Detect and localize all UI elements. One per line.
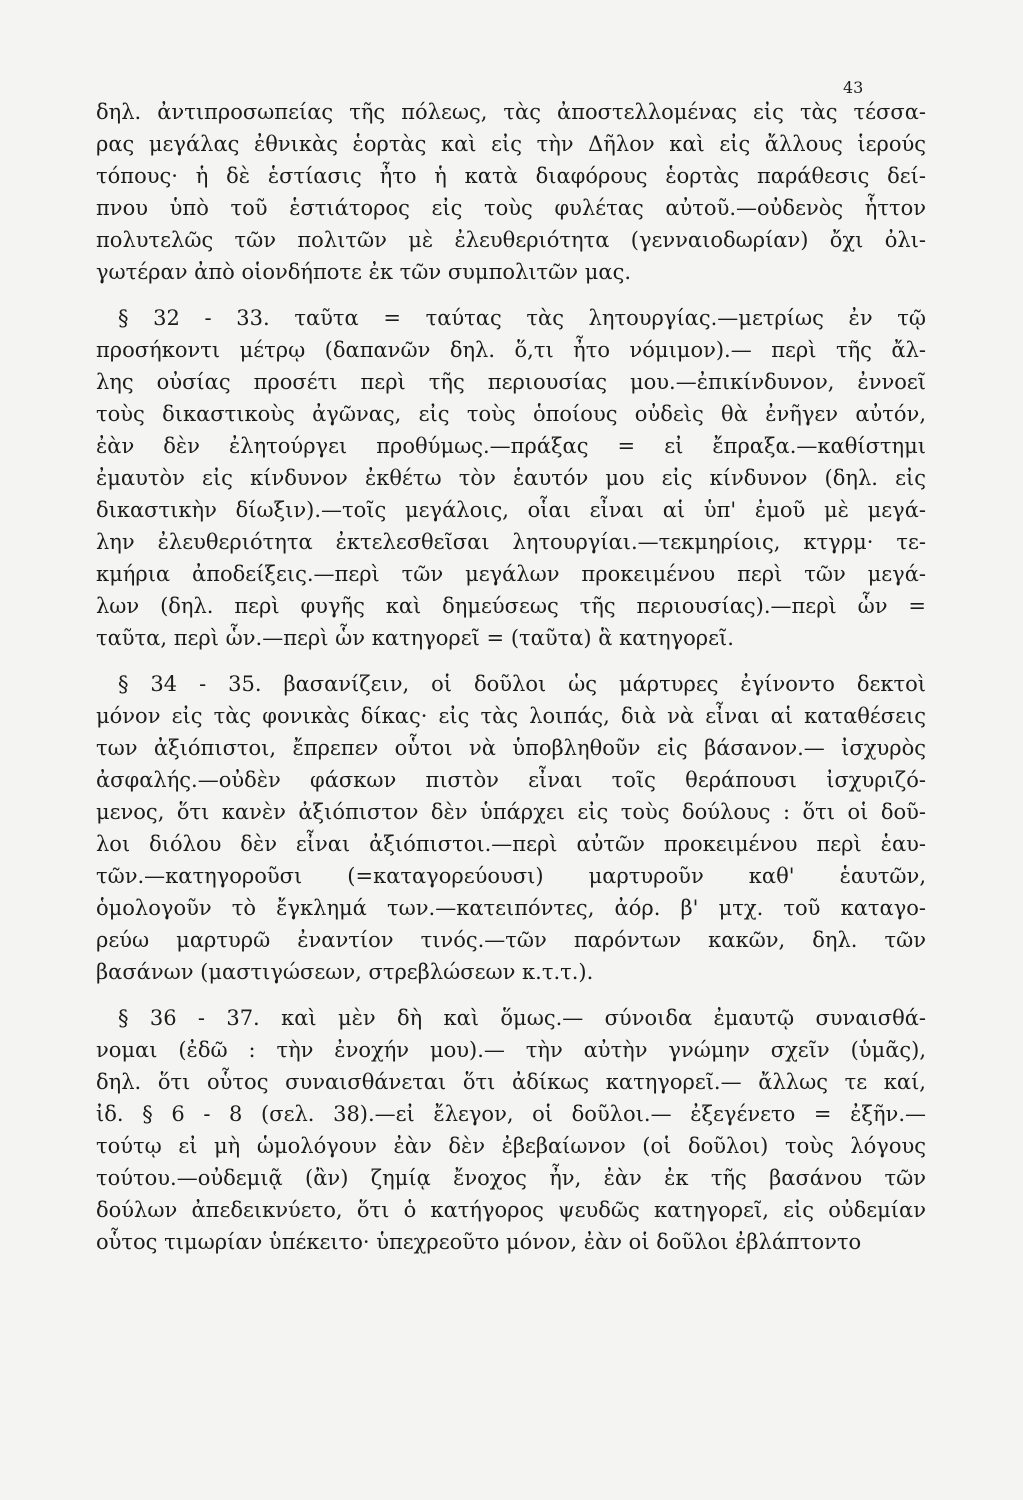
text-line: δικαστικὴν δίωξιν).—τοῖς μεγάλοις, οἷαι εἶναι αἱ ὑπ' ἐμοῦ μὲ μεγά- (96, 498, 926, 522)
text-line: προσήκοντι μέτρῳ (δαπανῶν δηλ. ὅ,τι ἦτο νόμιμον).— περὶ τῆς ἄλ- (96, 338, 926, 362)
text-line: πολυτελῶς τῶν πολιτῶν μὲ ἐλευθεριότητα (γενναιοδωρίαν) ὄχι ὀλι- (96, 228, 926, 252)
text-line: τοὺς δικαστικοὺς ἀγῶνας, εἰς τοὺς ὁποίους οὐδεὶς θὰ ἐνῆγεν αὐτόν, (96, 402, 926, 426)
text-line: λην ἐλευθεριότητα ἐκτελεσθεῖσαι λητουργίαι.—τεκμηρίοις, κτγρμ· τε- (96, 530, 926, 554)
text-line: ρεύω μαρτυρῶ ἐναντίον τινός.—τῶν παρόντων κακῶν, δηλ. τῶν (96, 928, 926, 952)
text-line: ἀσφαλής.—οὐδὲν φάσκων πιστὸν εἶναι τοῖς θεράπουσι ἰσχυριζό- (96, 768, 926, 792)
text-line: τῶν.—κατηγοροῦσι (=καταγορεύουσι) μαρτυροῦν καθ' ἑαυτῶν, (96, 864, 926, 888)
text-line: μόνον εἰς τὰς φονικὰς δίκας· εἰς τὰς λοιπάς, διὰ νὰ εἶναι αἱ καταθέσεις (96, 704, 926, 728)
text-line: ἰδ. § 6 - 8 (σελ. 38).—εἰ ἔλεγον, οἱ δοῦλοι.— ἐξεγένετο = ἐξῆν.— (96, 1102, 926, 1126)
text-line: λης οὐσίας προσέτι περὶ τῆς περιουσίας μου.—ἐπικίνδυνον, ἐννοεῖ (96, 370, 926, 394)
text-line: γωτέραν ἀπὸ οἱονδήποτε ἐκ τῶν συμπολιτῶν μας. (96, 260, 632, 284)
text-line: ταῦτα, περὶ ὧν.—περὶ ὧν κατηγορεῖ = (ταῦτα) ἃ κατηγορεῖ. (96, 626, 734, 650)
section-36-37-start: § 36 - 37. καὶ μὲν δὴ καὶ ὅμως.— σύνοιδα ἐμαυτῷ συναισθά- (118, 1006, 926, 1030)
text-line: νομαι (ἐδῶ : τὴν ἐνοχήν μου).— τὴν αὐτὴν γνώμην σχεῖν (ὑμᾶς), (96, 1038, 926, 1062)
text-line: μενος, ὅτι κανὲν ἀξιόπιστον δὲν ὑπάρχει εἰς τοὺς δούλους : ὅτι οἱ δοῦ- (96, 800, 926, 824)
text-line: βασάνων (μαστιγώσεων, στρεβλώσεων κ.τ.τ.). (96, 960, 594, 984)
text-line: οὗτος τιμωρίαν ὑπέκειτο· ὑπεχρεοῦτο μόνον, ἐὰν οἱ δοῦλοι ἐβλάπτοντο (96, 1230, 862, 1254)
commentary-text (96, 96, 926, 1258)
text-line: τούτου.—οὐδεμιᾷ (ἂν) ζημίᾳ ἔνοχος ἦν, ἐὰν ἐκ τῆς βασάνου τῶν (96, 1166, 926, 1190)
text-line: των ἀξιόπιστοι, ἔπρεπεν οὗτοι νὰ ὑποβληθοῦν εἰς βάσανον.— ἰσχυρὸς (96, 736, 926, 760)
text-line: ρας μεγάλας ἐθνικὰς ἑορτὰς καὶ εἰς τὴν Δῆλον καὶ εἰς ἄλλους ἱερούς (96, 132, 926, 156)
text-line: ὁμολογοῦν τὸ ἔγκλημά των.—κατειπόντες, ἀόρ. β' μτχ. τοῦ καταγο- (96, 896, 926, 920)
text-line: δηλ. ἀντιπροσωπείας τῆς πόλεως, τὰς ἀποστελλομένας εἰς τὰς τέσσα- (96, 100, 926, 124)
text-line: ἐὰν δὲν ἐλητούργει προθύμως.—πράξας = εἰ ἔπραξα.—καθίστημι (96, 434, 926, 458)
text-line: κμήρια ἀποδείξεις.—περὶ τῶν μεγάλων προκειμένου περὶ τῶν μεγά- (96, 562, 926, 586)
section-34-35-start: § 34 - 35. βασανίζειν, οἱ δοῦλοι ὡς μάρτυρες ἐγίνοντο δεκτοὶ (118, 672, 926, 696)
text-line: τόπους· ἡ δὲ ἑστίασις ἦτο ἡ κατὰ διαφόρους ἑορτὰς παράθεσις δεί- (96, 164, 926, 188)
page-number: 43 (843, 78, 864, 97)
text-line: λοι διόλου δὲν εἶναι ἀξιόπιστοι.—περὶ αὐτῶν προκειμένου περὶ ἑαυ- (96, 832, 926, 856)
text-line: λων (δηλ. περὶ φυγῆς καὶ δημεύσεως τῆς περιουσίας).—περὶ ὧν = (96, 594, 926, 618)
text-line: ἐμαυτὸν εἰς κίνδυνον ἐκθέτω τὸν ἑαυτόν μου εἰς κίνδυνον (δηλ. εἰς (96, 466, 926, 490)
section-32-33-start: § 32 - 33. ταῦτα = ταύτας τὰς λητουργίας.—μετρίως ἐν τῷ (118, 306, 926, 330)
text-line: δούλων ἀπεδεικνύετο, ὅτι ὁ κατήγορος ψευδῶς κατηγορεῖ, εἰς οὐδεμίαν (96, 1198, 926, 1222)
text-line: δηλ. ὅτι οὗτος συναισθάνεται ὅτι ἀδίκως κατηγορεῖ.— ἄλλως τε καί, (96, 1070, 926, 1094)
text-line: πνου ὑπὸ τοῦ ἑστιάτορος εἰς τοὺς φυλέτας αὐτοῦ.—οὐδενὸς ἧττον (96, 196, 926, 220)
text-line: τούτῳ εἰ μὴ ὡμολόγουν ἐὰν δὲν ἐβεβαίωνον (οἱ δοῦλοι) τοὺς λόγους (96, 1134, 926, 1158)
